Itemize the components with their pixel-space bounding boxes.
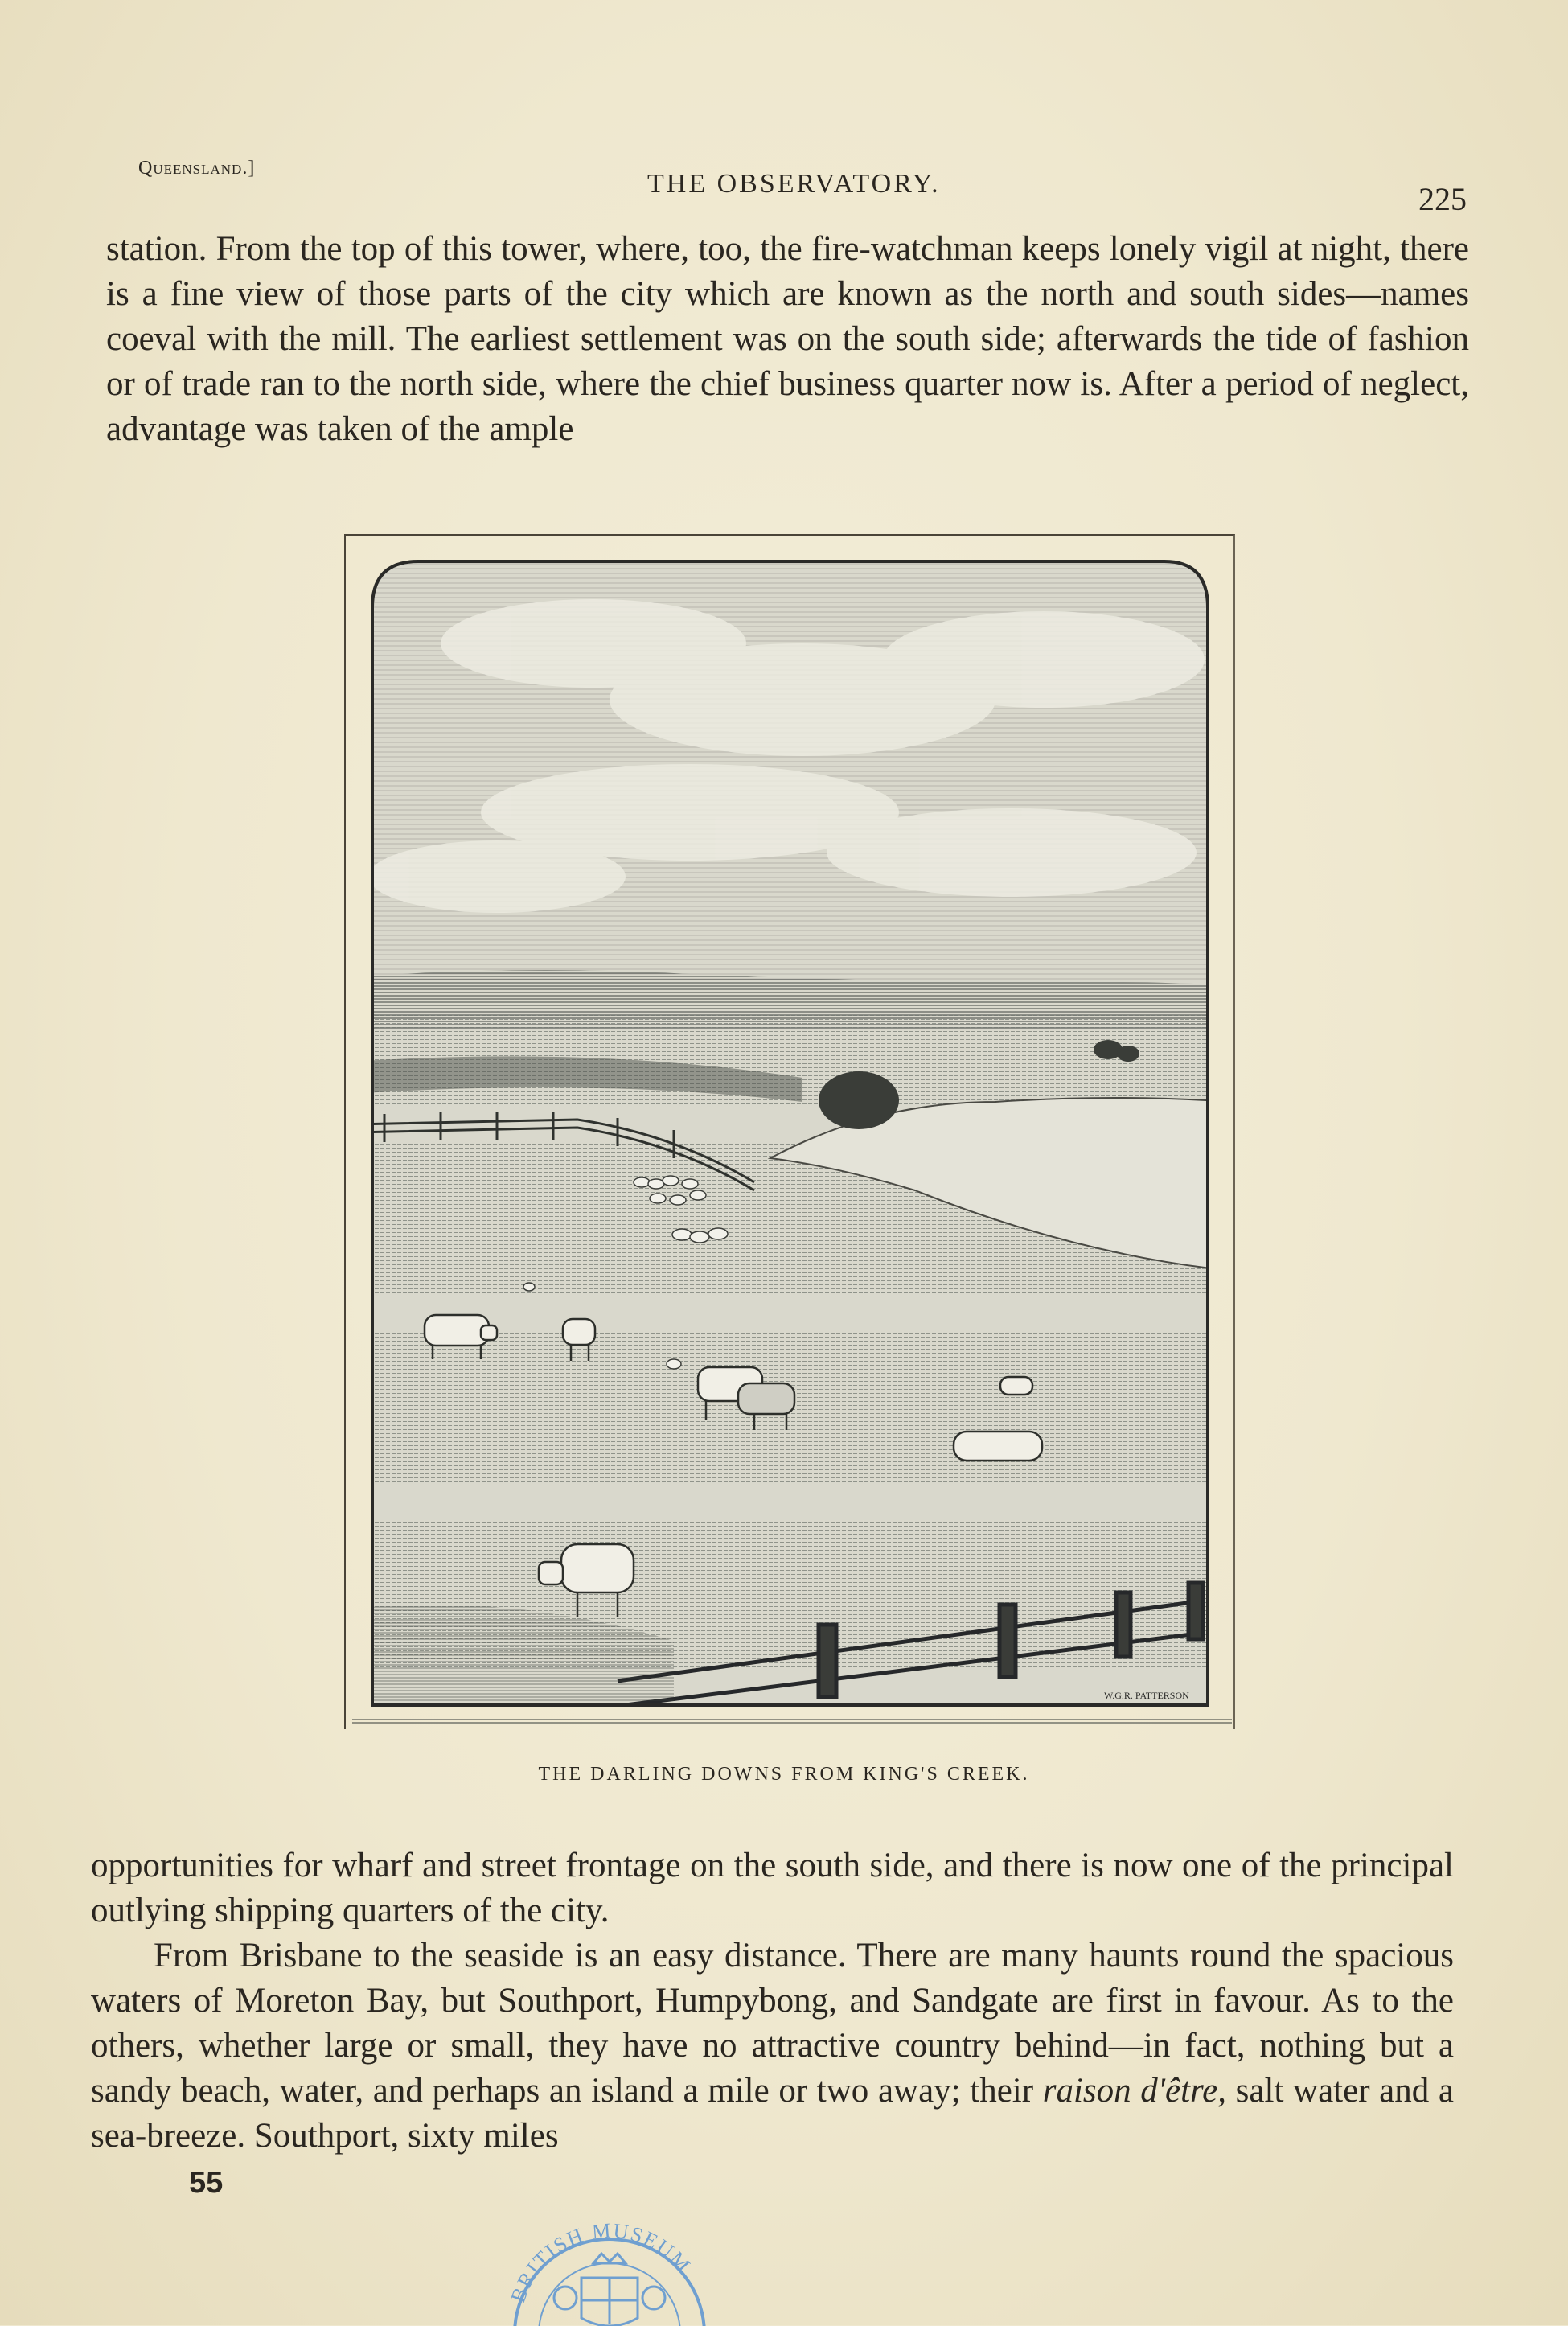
engraver-signature: W.G.R. PATTERSON (1104, 1690, 1189, 1701)
running-head-title: THE OBSERVATORY. (647, 169, 941, 199)
engraving-scene (352, 547, 1232, 1736)
running-head-left: Queensland.] (138, 158, 256, 179)
paragraph-first: opportunities for wharf and street frontage on the south side, and there is now one of the principal outlying shipping quarters of the city. (91, 1847, 1454, 1929)
text-block-top (106, 227, 1469, 452)
italic-phrase: raison d'être, (1042, 2072, 1227, 2110)
text-block-bottom (91, 1843, 1454, 2159)
figure-caption: THE DARLING DOWNS FROM KING'S CREEK. (538, 1764, 1030, 1785)
engraving-illustration (352, 547, 1232, 1736)
museum-stamp (489, 2213, 730, 2326)
sky (352, 547, 1232, 981)
paragraph-continued: station. From the top of this tower, where, too, the fire-watchman keeps lonely vigil at night, there is a fine view of those parts of the city which are known as the north and south sides—names coeval with the mill. The earliest settlement was on the south side; afterwards the tide of fashion or of trade ran to the north side, where the chief business quarter now is. After a period of neglect, advantage was taken of the ample (106, 230, 1469, 448)
paragraph-second (91, 1934, 1454, 2159)
bottom-rule (352, 1717, 1232, 1725)
stamp-text: BRITISH MUSEUM (506, 2218, 696, 2306)
signature-mark: 55 (189, 2166, 224, 2200)
page-number: 225 (1418, 181, 1467, 217)
paragraph-second-end: salt water and a sea-breeze. Southport, sixty miles (91, 2072, 1455, 2155)
royal-arms-icon (554, 2254, 665, 2326)
paragraph-second-start: From Brisbane to the seaside is an easy distance. There are many haunts round the spacious waters of Moreton Bay, but Southport, Humpybong, and Sandgate are first in favour. As to the others, whether large or small, they have no attractive country behind—in fact, nothing but a sandy beach, water, and perhaps an island a mile or two away; their (91, 1937, 1454, 2110)
